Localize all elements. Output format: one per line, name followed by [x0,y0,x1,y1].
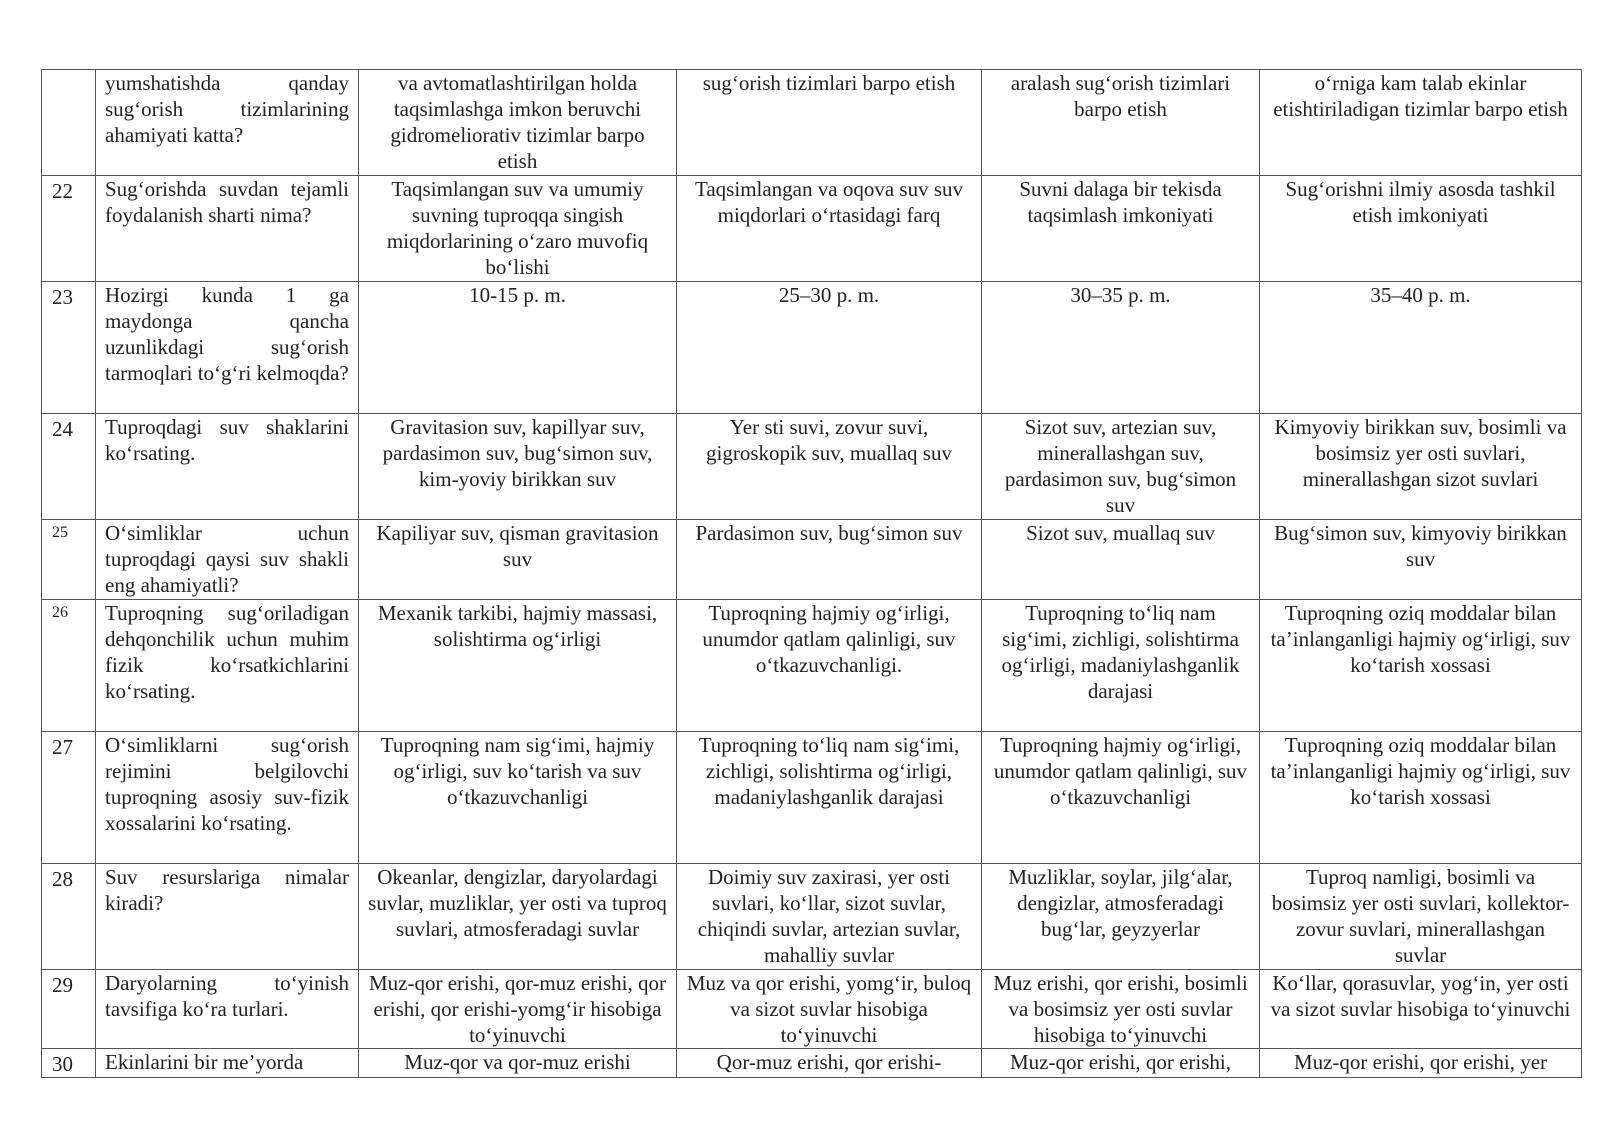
table-row [42,732,1582,864]
answer-b-cell: Qor-muz erishi, qor erishi- [677,1049,982,1078]
table-row [42,282,1582,414]
answer-d-cell: Sug‘orishni ilmiy asosda tashkil etish imkoniyati [1260,176,1582,282]
answer-b-cell: sug‘orish tizimlari barpo etish [677,70,982,176]
answer-c-cell: aralash sug‘orish tizimlari barpo etish [982,70,1260,176]
answer-d-cell: 35–40 p. m. [1260,282,1582,414]
table-row [42,520,1582,600]
question-cell: Tuproqdagi suv shaklarini ko‘rsating. [96,414,359,520]
table-row [42,864,1582,970]
answer-d-cell: o‘rniga kam talab ekinlar etishtiriladigan tizimlar barpo etish [1260,70,1582,176]
answer-a-cell: Muz-qor va qor-muz erishi [359,1049,677,1078]
question-number-cell [42,70,96,176]
question-cell: Sug‘orishda suvdan tejamli foydalanish sharti nima? [96,176,359,282]
answer-a-cell: Mexanik tarkibi, hajmiy massasi, solishtirma og‘irligi [359,600,677,732]
question-number-cell: 30 [42,1049,96,1078]
answer-c-cell: Muz-qor erishi, qor erishi, [982,1049,1260,1078]
question-cell: yumshatishda qanday sug‘orish tizimlarining ahamiyati katta? [96,70,359,176]
answer-a-cell: Taqsimlangan suv va umumiy suvning tuproqqa singish miqdorlarining o‘zaro muvofiq bo‘lishi [359,176,677,282]
answer-c-cell: Sizot suv, artezian suv, minerallashgan suv, pardasimon suv, bug‘simon suv [982,414,1260,520]
answer-c-cell: Tuproqning hajmiy og‘irligi, unumdor qatlam qalinligi, suv o‘tkazuvchanligi [982,732,1260,864]
answer-c-cell: Muz erishi, qor erishi, bosimli va bosimsiz yer osti suvlar hisobiga to‘yinuvchi [982,970,1260,1049]
question-cell: O‘simliklar uchun tuproqdagi qaysi suv shakli eng ahamiyatli? [96,520,359,600]
answer-d-cell: Bug‘simon suv, kimyoviy birikkan suv [1260,520,1582,600]
question-cell: Suv resurslariga nimalar kiradi? [96,864,359,970]
answer-d-cell: Ko‘llar, qorasuvlar, yog‘in, yer osti va sizot suvlar hisobiga to‘yinuvchi [1260,970,1582,1049]
question-number-cell: 29 [42,970,96,1049]
table-row [42,600,1582,732]
question-number-cell: 22 [42,176,96,282]
question-cell: Hozirgi kunda 1 ga maydonga qancha uzunlikdagi sug‘orish tarmoqlari to‘g‘ri kelmoqda? [96,282,359,414]
answer-b-cell: Muz va qor erishi, yomg‘ir, buloq va sizot suvlar hisobiga to‘yinuvchi [677,970,982,1049]
answer-d-cell: Tuproq namligi, bosimli va bosimsiz yer osti suvlari, kollektor-zovur suvlari, minerallashgan suvlar [1260,864,1582,970]
table-row [42,1049,1582,1078]
answer-c-cell: 30–35 p. m. [982,282,1260,414]
answer-b-cell: 25–30 p. m. [677,282,982,414]
table-body [42,70,1582,1078]
answer-d-cell: Tuproqning oziq moddalar bilan ta’inlanganligi hajmiy og‘irligi, suv ko‘tarish xossasi [1260,732,1582,864]
question-cell: Tuproqning sug‘oriladigan dehqonchilik uchun muhim fizik ko‘rsatkichlarini ko‘rsating. [96,600,359,732]
answer-b-cell: Doimiy suv zaxirasi, yer osti suvlari, ko‘llar, sizot suvlar, chiqindi suvlar, artezian suvlar, mahalliy suvlar [677,864,982,970]
answer-a-cell: 10-15 p. m. [359,282,677,414]
answer-a-cell: Muz-qor erishi, qor-muz erishi, qor erishi, qor erishi-yomg‘ir hisobiga to‘yinuvchi [359,970,677,1049]
table-row [42,414,1582,520]
answer-b-cell: Yer sti suvi, zovur suvi, gigroskopik suv, muallaq suv [677,414,982,520]
question-table [41,69,1582,1078]
question-number-cell: 26 [42,600,96,732]
question-number-cell: 27 [42,732,96,864]
question-number-cell: 23 [42,282,96,414]
answer-a-cell: va avtomatlashtirilgan holda taqsimlashga imkon beruvchi gidromeliorativ tizimlar barpo etish [359,70,677,176]
answer-b-cell: Tuproqning to‘liq nam sig‘imi, zichligi, solishtirma og‘irligi, madaniylashganlik darajasi [677,732,982,864]
table-row [42,176,1582,282]
answer-c-cell: Suvni dalaga bir tekisda taqsimlash imkoniyati [982,176,1260,282]
answer-d-cell: Tuproqning oziq moddalar bilan ta’inlanganligi hajmiy og‘irligi, suv ko‘tarish xossasi [1260,600,1582,732]
table-row [42,970,1582,1049]
answer-b-cell: Taqsimlangan va oqova suv suv miqdorlari o‘rtasidagi farq [677,176,982,282]
answer-b-cell: Pardasimon suv, bug‘simon suv [677,520,982,600]
answer-a-cell: Gravitasion suv, kapillyar suv, pardasimon suv, bug‘simon suv, kim-yoviy birikkan suv [359,414,677,520]
question-number-cell: 25 [42,520,96,600]
question-number-cell: 24 [42,414,96,520]
answer-c-cell: Sizot suv, muallaq suv [982,520,1260,600]
answer-b-cell: Tuproqning hajmiy og‘irligi, unumdor qatlam qalinligi, suv o‘tkazuvchanligi. [677,600,982,732]
answer-d-cell: Muz-qor erishi, qor erishi, yer [1260,1049,1582,1078]
answer-a-cell: Okeanlar, dengizlar, daryolardagi suvlar, muzliklar, yer osti va tuproq suvlari, atmosferadagi suvlar [359,864,677,970]
question-number-cell: 28 [42,864,96,970]
answer-d-cell: Kimyoviy birikkan suv, bosimli va bosimsiz yer osti suvlari, minerallashgan sizot suvlari [1260,414,1582,520]
answer-a-cell: Tuproqning nam sig‘imi, hajmiy og‘irligi, suv ko‘tarish va suv o‘tkazuvchanligi [359,732,677,864]
answer-c-cell: Muzliklar, soylar, jilg‘alar, dengizlar, atmosferadagi bug‘lar, geyzyerlar [982,864,1260,970]
answer-a-cell: Kapiliyar suv, qisman gravitasion suv [359,520,677,600]
question-cell: Daryolarning to‘yinish tavsifiga ko‘ra turlari. [96,970,359,1049]
answer-c-cell: Tuproqning to‘liq nam sig‘imi, zichligi, solishtirma og‘irligi, madaniylashganlik darajasi [982,600,1260,732]
table-row [42,70,1582,176]
question-cell: Ekinlarini bir me’yorda [96,1049,359,1078]
question-cell: O‘simliklarni sug‘orish rejimini belgilovchi tuproqning asosiy suv-fizik xossalarini ko‘rsating. [96,732,359,864]
